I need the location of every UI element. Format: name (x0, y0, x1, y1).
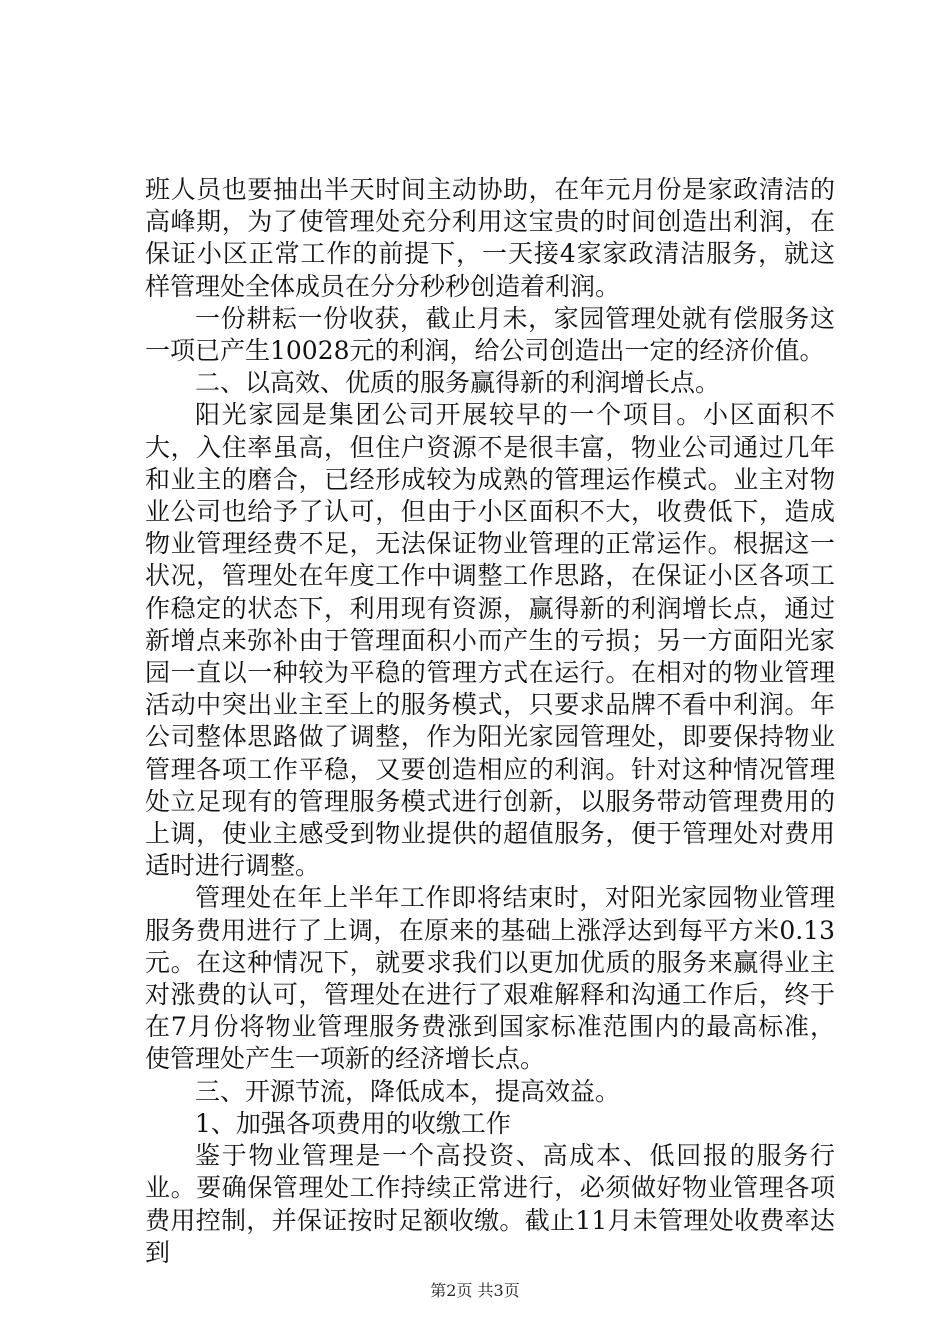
paragraph-1: 班人员也要抽出半天时间主动协助，在年元月份是家政清洁的高峰期，为了使管理处充分利用这宝贵的时间创造出利润，在保证小区正常工作的前提下，一天接4家家政清洁服务，就这样管理处全体成员在分分秒秒创造着利润。 (145, 175, 835, 301)
page-footer: 第2页 共3页 (430, 1281, 520, 1300)
section-heading-2: 二、以高效、优质的服务赢得新的利润增长点。 (195, 368, 721, 398)
paragraph-2: 一份耕耘一份收获，截止月未，家园管理处就有偿服务这一项已产生10028元的利润，给公司创造出一定的经济价值。 (145, 303, 835, 366)
paragraph-4: 阳光家园是集团公司开展较早的一个项目。小区面积不大，入住率虽高，但住户资源不是很丰富，物业公司通过几年和业主的磨合，已经形成较为成熟的管理运作模式。业主对物业公司也给予了认可，但由于小区面积不大，收费低下，造成物业管理经费不足，无法保证物业管理的正常运作。根据这一状况，管理处在年度工作中调整工作思路，在保证小区各项工作稳定的状态下，利用现有资源，赢得新的利润增长点，通过新增点来弥补由于管理面积小而产生的亏损；另一方面阳光家园一直以一种较为平稳的管理方式在运行。在相对的物业管理活动中突出业主至上的服务模式，只要求品牌不看中利润。年公司整体思路做了调整，作为阳光家园管理处，即要保持物业管理各项工作平稳，又要创造相应的利润。针对这种情况管理处立足现有的管理服务模式进行创新，以服务带动管理费用的上调，使业主感受到物业提供的超值服务，便于管理处对费用适时进行调整。 (145, 400, 835, 881)
subsection-heading-1: 1、加强各项费用的收缴工作 (195, 1108, 511, 1138)
section-heading-3: 三、开源节流，降低成本，提高效益。 (195, 1076, 621, 1106)
paragraph-8: 鉴于物业管理是一个高投资、高成本、低回报的服务行业。要确保管理处工作持续正常进行，必须做好物业管理各项费用控制，并保证按时足额收缴。截止11月未管理处收费率达到 (145, 1141, 835, 1267)
document-body (145, 174, 835, 1269)
paragraph-5: 管理处在年上半年工作即将结束时，对阳光家园物业管理服务费用进行了上调，在原来的基础上涨浮达到每平方米0.13元。在这种情况下，就要求我们以更加优质的服务来赢得业主对涨费的认可，管理处在进行了艰难解释和沟通工作后，终于在7月份将物业管理服务费涨到国家标准范围内的最高标准，使管理处产生一项新的经济增长点。 (145, 883, 835, 1074)
